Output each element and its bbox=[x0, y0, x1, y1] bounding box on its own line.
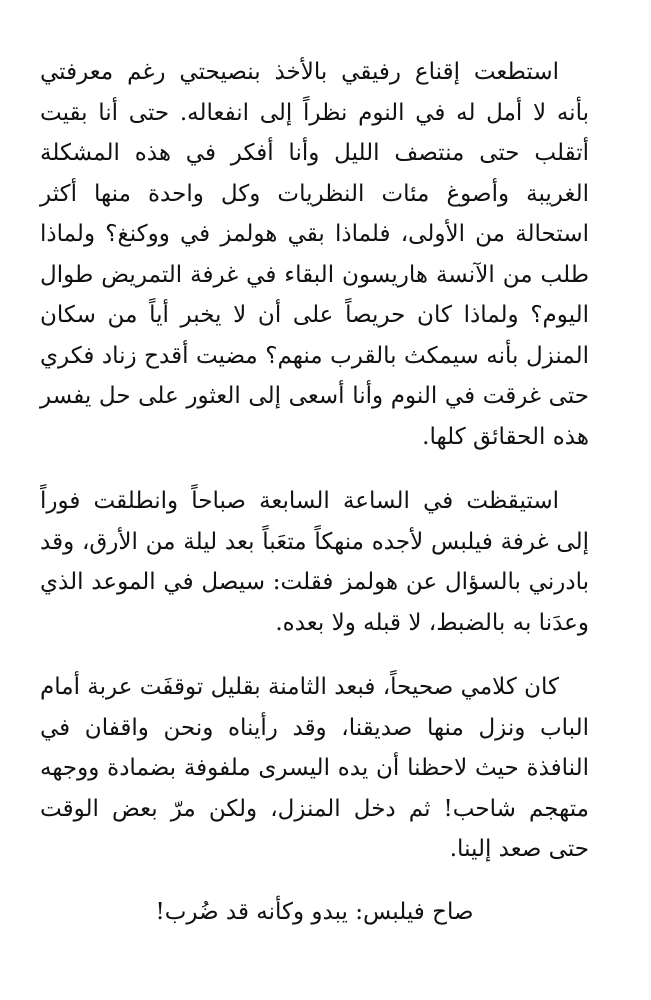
paragraph-3: كان كلامي صحيحاً، فبعد الثامنة بقليل توقفَت عربة أمام الباب ونزل منها صديقنا، وقد رأيناه ونحن واقفان في النافذة حيث لاحظنا أن يده اليسرى ملفوفة بضمادة ووجهه متهجم شاحب! ثم دخل المنزل، ولكن مرّ بعض الوقت حتى صعد إلينا. bbox=[40, 674, 589, 862]
paragraph-1: استطعت إقناع رفيقي بالأخذ بنصيحتي رغم معرفتي بأنه لا أمل له في النوم نظراً إلى انفعاله. حتى أنا بقيت أتقلب حتى منتصف الليل وأنا أفكر في هذه المشكلة الغريبة وأصوغ مئات النظريات وكل واحدة منها أكثر استحالة من الأولى، فلماذا بقي هولمز في ووكنغ؟ ولماذا طلب من الآنسة هاريسون البقاء في غرفة التمريض طوال اليوم؟ ولماذا كان حريصاً على أن لا يخبر أياً من سكان المنزل بأنه سيمكث بالقرب منهم؟ مضيت أقدح زناد فكري حتى غرقت في النوم وأنا أسعى إلى العثور على حل يفسر هذه الحقائق كلها. bbox=[40, 59, 589, 450]
paragraph-2: استيقظت في الساعة السابعة صباحاً وانطلقت فوراً إلى غرفة فيلبس لأجده منهكاً متعَباً بعد ليلة من الأرق، وقد بادرني بالسؤال عن هولمز فقلت: سيصل في الموعد الذي وعدَنا به بالضبط، لا قبله ولا بعده. bbox=[40, 488, 589, 636]
paragraph-4: صاح فيلبس: يبدو وكأنه قد ضُرب! bbox=[155, 898, 474, 925]
